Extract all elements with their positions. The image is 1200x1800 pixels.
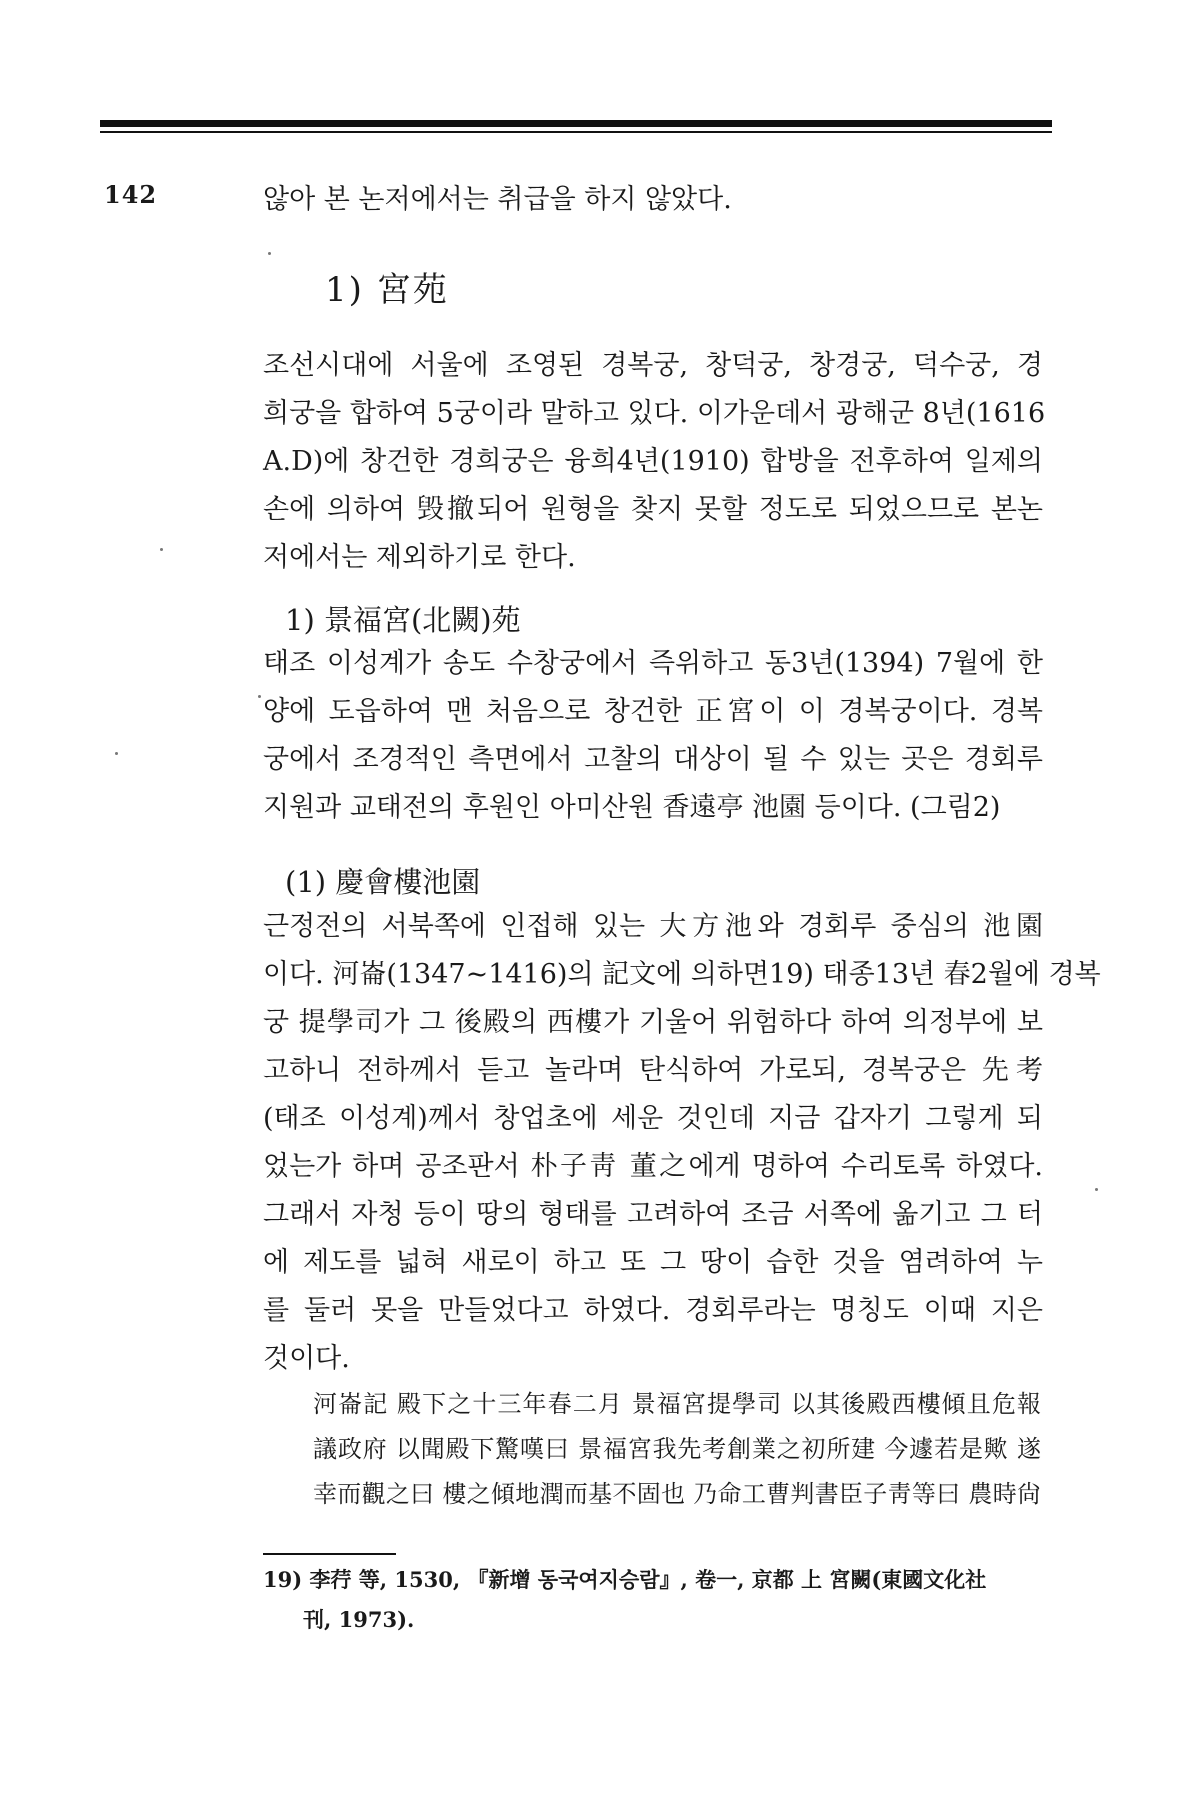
text-line: 양에 도읍하여 맨 처음으로 창건한 正宮이 이 경복궁이다. 경복 [263,696,1043,727]
text-line: 그래서 자청 등이 땅의 형태를 고려하여 조금 서쪽에 옮기고 그 터 [263,1199,1043,1230]
text-line: 근정전의 서북쪽에 인접해 있는 大方池와 경회루 중심의 池園 [263,911,1043,942]
quote-line: 幸而觀之曰 樓之傾地潤而基不固也 乃命工曹判書臣子靑等曰 農時尙 [313,1480,1041,1508]
text-line: 었는가 하며 공조판서 朴子靑 董之에게 명하여 수리토록 하였다. [263,1151,1043,1182]
scan-speck [258,695,261,698]
text-line: 저에서는 제외하기로 한다. [263,542,576,573]
text-line: 궁 提學司가 그 後殿의 西樓가 기울어 위험하다 하여 의정부에 보 [263,1007,1043,1038]
text-line: 태조 이성계가 송도 수창궁에서 즉위하고 동3년(1394) 7월에 한 [263,648,1043,679]
gyeongbokgung-paragraph [263,640,1043,832]
text-line: 이다. 河崙(1347~1416)의 記文에 의하면19) 태종13년 春2월에 경복 [263,959,1101,990]
text-line: A.D)에 창건한 경희궁은 융희4년(1910) 합방을 전후하여 일제의 [263,446,1043,477]
scan-speck [160,548,163,551]
text-line: 궁에서 조경적인 측면에서 고찰의 대상이 될 수 있는 곳은 경회루 [263,744,1043,775]
quote-line: 河崙記 殿下之十三年春二月 景福宮提學司 以其後殿西樓傾且危報 [313,1390,1041,1418]
gyeonghoeru-paragraph [263,903,1101,1383]
hanmun-quotation [313,1382,1041,1517]
text-line: 지원과 교태전의 후원인 아미산원 香遠亭 池園 등이다. (그림2) [263,792,1001,823]
text-line: 않아 본 논저에서는 취급을 하지 않았다. [263,184,732,215]
scan-speck [1095,1188,1098,1191]
scan-speck [268,252,271,255]
intro-paragraph [263,342,1046,582]
text-line: 를 둘러 못을 만들었다고 하였다. 경회루라는 명칭도 이때 지은 [263,1295,1043,1326]
subsection-heading-gyeonghoeru: (1) 慶會樓池園 [285,865,481,899]
text-line: 고하니 전하께서 듣고 놀라며 탄식하여 가로되, 경복궁은 先考 [263,1055,1043,1086]
text-line: 손에 의하여 毁撤되어 원형을 찾지 못할 정도로 되었으므로 본논 [263,494,1043,525]
text-line: 에 제도를 넓혀 새로이 하고 또 그 땅이 습한 것을 염려하여 누 [263,1247,1043,1278]
subsection-heading-gyeongbokgung: 1) 景福宮(北闕)苑 [285,603,521,637]
header-rule-thin [100,131,1052,133]
text-line: (태조 이성계)께서 창업초에 세운 것인데 지금 갑자기 그렇게 되 [263,1103,1043,1134]
footnote [263,1560,1023,1640]
footnote-line: 刊, 1973). [303,1607,415,1632]
text-line: 조선시대에 서울에 조영된 경복궁, 창덕궁, 창경궁, 덕수궁, 경 [263,350,1043,381]
continued-line [263,176,1043,224]
footnote-line: 19) 李荇 等, 1530, 『新增 동국여지승람』, 卷一, 京都 上 宮闕(東國文化社 [263,1567,987,1592]
scan-speck [115,752,118,755]
footnote-rule [263,1553,396,1555]
text-line: 희궁을 합하여 5궁이라 말하고 있다. 이가운데서 광해군 8년(1616 [263,398,1046,429]
header-rule-thick [100,120,1052,127]
text-line: 것이다. [263,1343,350,1374]
page-number: 142 [104,180,158,209]
section-heading: 1) 宮苑 [325,270,449,310]
quote-line: 議政府 以聞殿下驚嘆曰 景福宮我先考創業之初所建 今遽若是歟 遂 [313,1435,1041,1463]
